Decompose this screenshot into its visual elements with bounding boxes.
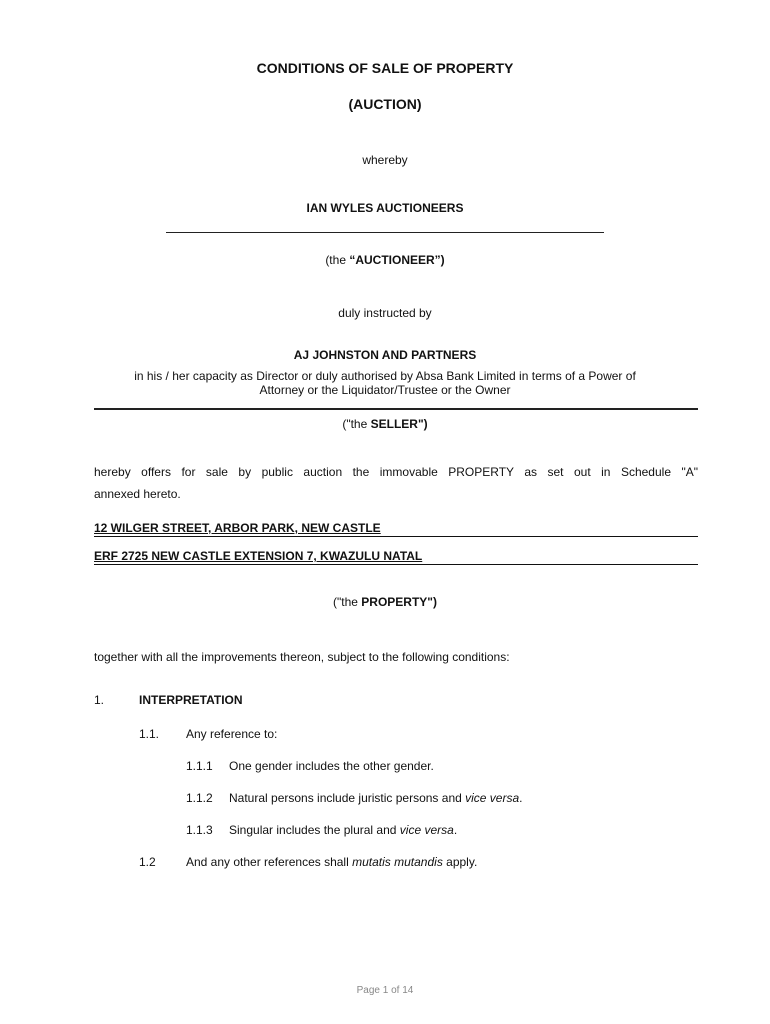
auctioneer-name: IAN WYLES AUCTIONEERS bbox=[306, 201, 464, 215]
together-text: together with all the improvements thereon, subject to the following conditions: bbox=[94, 650, 510, 664]
document-title: CONDITIONS OF SALE OF PROPERTY bbox=[256, 60, 514, 76]
clause-1-1-text: Any reference to: bbox=[186, 727, 278, 741]
clause-1-2-text: And any other references shall mutatis mutandis apply. bbox=[186, 855, 478, 869]
offer-line-2: annexed hereto. bbox=[94, 487, 181, 501]
property-address-1: 12 WILGER STREET, ARBOR PARK, NEW CASTLE bbox=[94, 520, 698, 537]
offer-line-1: hereby offers for sale by public auction the immovable PROPERTY as set out in Schedule "A" bbox=[94, 465, 698, 479]
clause-1-1-3-text: Singular includes the plural and vice versa. bbox=[229, 823, 458, 837]
auctioneer-definition: (the “AUCTIONEER”) bbox=[325, 253, 445, 267]
section-1-title: INTERPRETATION bbox=[139, 693, 243, 707]
instructed-text: duly instructed by bbox=[338, 306, 432, 320]
clause-1-1-2-text: Natural persons include juristic persons and vice versa. bbox=[229, 791, 523, 805]
capacity-line-1: in his / her capacity as Director or duly authorised by Absa Bank Limited in terms of a Power of bbox=[134, 369, 636, 383]
whereby-text: whereby bbox=[362, 153, 408, 167]
seller-definition: ("the SELLER") bbox=[342, 417, 428, 431]
clause-1-2-number: 1.2 bbox=[139, 855, 156, 869]
clause-1-1-3-number: 1.1.3 bbox=[186, 823, 213, 837]
clause-1-1-1-number: 1.1.1 bbox=[186, 759, 213, 773]
page-footer: Page 1 of 14 bbox=[356, 985, 414, 996]
capacity-line-2: Attorney or the Liquidator/Trustee or the Owner bbox=[259, 383, 511, 397]
clause-1-1-number: 1.1. bbox=[139, 727, 160, 741]
property-definition: ("the PROPERTY") bbox=[333, 595, 437, 609]
auctioneer-divider bbox=[166, 232, 604, 233]
seller-name: AJ JOHNSTON AND PARTNERS bbox=[293, 348, 477, 362]
clause-1-1-2-number: 1.1.2 bbox=[186, 791, 213, 805]
section-1-number: 1. bbox=[94, 693, 105, 707]
seller-divider bbox=[94, 408, 698, 410]
document-subtitle: (AUCTION) bbox=[348, 96, 422, 112]
clause-1-1-1-text: One gender includes the other gender. bbox=[229, 759, 434, 773]
property-address-2: ERF 2725 NEW CASTLE EXTENSION 7, KWAZULU NATAL bbox=[94, 548, 698, 565]
